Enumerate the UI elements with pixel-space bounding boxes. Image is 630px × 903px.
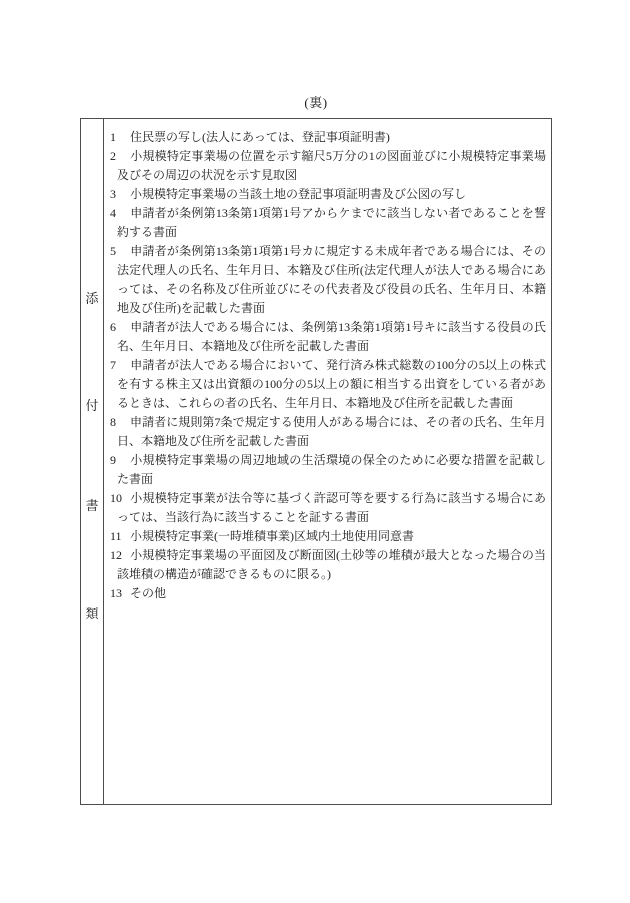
list-item [110, 128, 546, 147]
attachments-list [104, 119, 551, 804]
item-number: 3 [110, 187, 116, 201]
item-number: 4 [110, 206, 116, 220]
item-text: 小規模特定事業場の周辺地域の生活環境の保全のために必要な措置を記載した書面 [117, 453, 546, 486]
item-text: 小規模特定事業場の位置を示す縮尺5万分の1の図面並びに小規模特定事業場及びその周辺の状況を示す見取図 [117, 149, 546, 182]
item-text: 申請者が法人である場合には、条例第13条第1項第1号キに該当する役員の氏名、生年月日、本籍地及び住所を記載した書面 [117, 320, 546, 353]
item-number: 2 [110, 149, 116, 163]
vertical-header-char: 付 [85, 398, 99, 413]
vertical-header-char: 書 [85, 498, 99, 513]
list-item [110, 527, 546, 546]
list-item [110, 185, 546, 204]
item-number: 10 [110, 491, 122, 505]
item-text: 小規模特定事業が法令等に基づく許認可等を要する行為に該当する場合にあっては、当該行為に該当することを証する書面 [117, 491, 546, 524]
list-item [110, 242, 546, 318]
item-text: 小規模特定事業場の当該土地の登記事項証明書及び公図の写し [130, 187, 467, 201]
list-item [110, 584, 546, 603]
item-text: 小規模特定事業(一時堆積事業)区域内土地使用同意書 [130, 529, 414, 543]
item-text: 小規模特定事業場の平面図及び断面図(土砂等の堆積が最大となった場合の当該堆積の構造が確認できるものに限る。) [117, 548, 546, 581]
list-item [110, 489, 546, 527]
item-text: その他 [130, 586, 167, 600]
list-item [110, 204, 546, 242]
item-number: 7 [110, 358, 116, 372]
item-text: 申請者に規則第7条で規定する使用人がある場合には、その者の氏名、生年月日、本籍地及び住所を記載した書面 [117, 415, 546, 448]
attachments-table [80, 118, 552, 805]
item-text: 申請者が法人である場合において、発行済み株式総数の100分の5以上の株式を有する株主又は出資額の100分の5以上の額に相当する出資をしている者があるときは、これらの者の氏名、生年月日、本籍地及び住所を記載した書面 [117, 358, 546, 410]
list-item [110, 546, 546, 584]
item-number: 6 [110, 320, 116, 334]
item-text: 住民票の写し(法人にあっては、登記事項証明書) [130, 130, 390, 144]
item-text: 申請者が条例第13条第1項第1号アからケまでに該当しない者であることを誓約する書面 [117, 206, 546, 239]
item-number: 8 [110, 415, 116, 429]
page-side-label: (裏) [304, 95, 328, 110]
vertical-header-char: 類 [85, 606, 99, 621]
item-number: 5 [110, 244, 116, 258]
list-item [110, 318, 546, 356]
attachments-header-column [81, 119, 104, 804]
item-number: 13 [110, 586, 122, 600]
item-number: 9 [110, 453, 116, 467]
item-number: 11 [110, 529, 122, 543]
list-item [110, 413, 546, 451]
item-text: 申請者が条例第13条第1項第1号カに規定する未成年者である場合には、その法定代理人の氏名、生年月日、本籍及び住所(法定代理人が法人である場合にあっては、その名称及び住所並びにその代表者及び役員の氏名、生年月日、本籍地及び住所)を記載した書面 [117, 244, 546, 315]
vertical-header-char: 添 [85, 291, 99, 306]
list-item [110, 356, 546, 413]
item-number: 1 [110, 130, 116, 144]
list-item [110, 147, 546, 185]
list-item [110, 451, 546, 489]
item-number: 12 [110, 548, 122, 562]
